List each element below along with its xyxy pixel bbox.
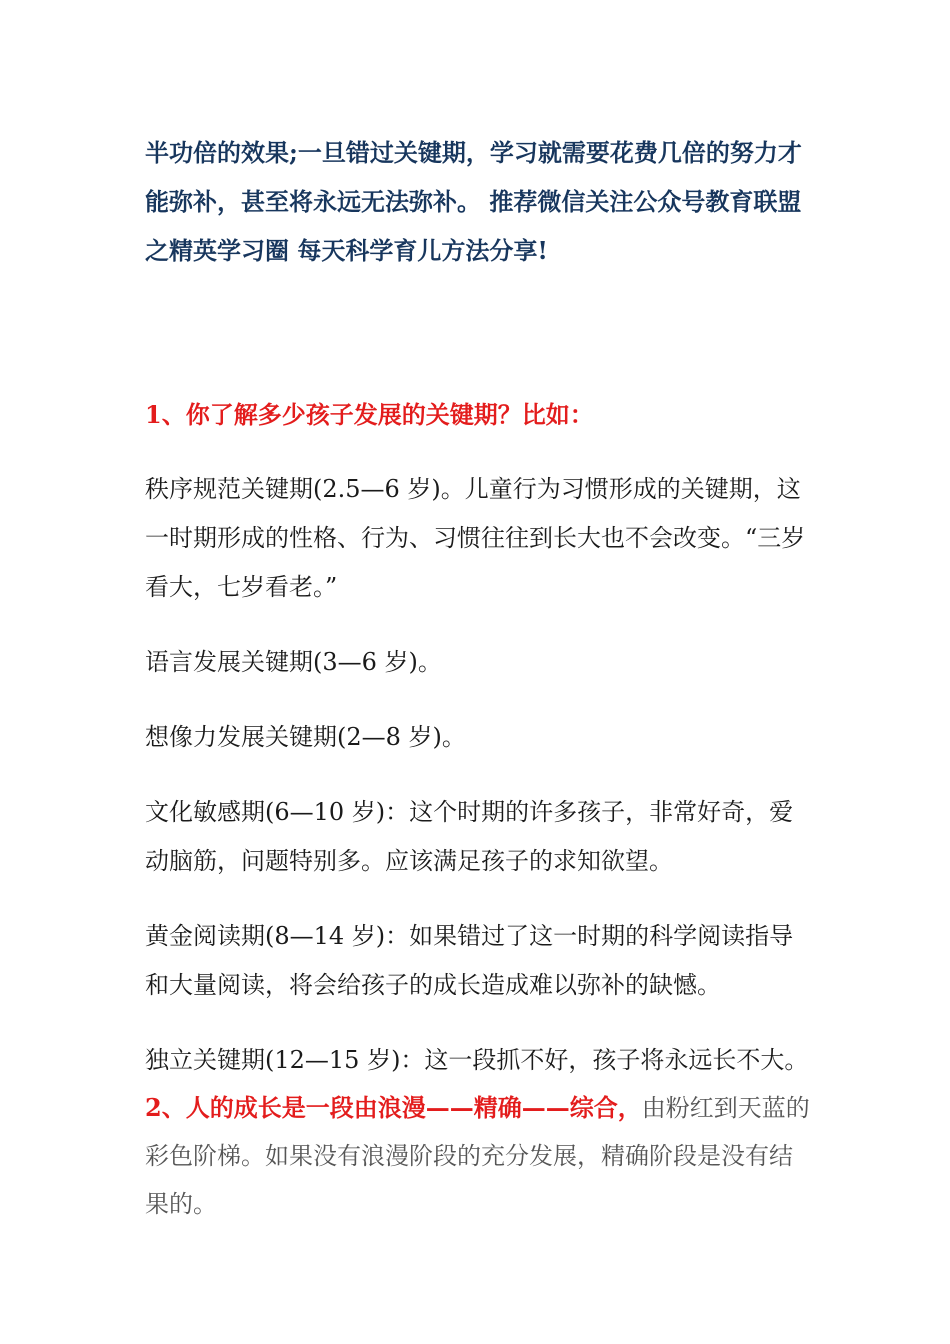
spacer — [145, 439, 810, 465]
document-page — [145, 128, 810, 1228]
section-2-heading: 2、人的成长是一段由浪漫——精确——综合， — [145, 1093, 642, 1122]
section-2-paragraph — [145, 1084, 810, 1228]
section-2-body: 由粉红到天蓝的彩色阶梯。如果没有浪漫阶段的充分发展，精确阶段是没有结果的。 — [145, 1094, 810, 1218]
list-item-culture-period: 文化敏感期(6—10 岁)：这个时期的许多孩子，非常好奇，爱动脑筋，问题特别多。应该满足孩子的求知欲望。 — [145, 798, 794, 875]
intro-paragraph: 半功倍的效果;一旦错过关键期，学习就需要花费几倍的努力才能弥补，甚至将永远无法弥补。 推荐微信关注公众号教育联盟之精英学习圈 每天科学育儿方法分享! — [145, 138, 802, 265]
spacer — [145, 687, 810, 713]
list-item-order-period: 秩序规范关键期(2.5—6 岁)。儿童行为习惯形成的关键期，这一时期形成的性格、行为、习惯往往到长大也不会改变。“三岁看大，七岁看老。” — [145, 475, 806, 601]
section-1-heading: 1、你了解多少孩子发展的关键期？比如： — [145, 400, 594, 429]
spacer — [145, 275, 810, 390]
spacer — [145, 612, 810, 638]
list-item-imagination-period: 想像力发展关键期(2—8 岁)。 — [145, 723, 466, 751]
spacer — [145, 1010, 810, 1036]
list-item-language-period: 语言发展关键期(3—6 岁)。 — [145, 648, 442, 676]
spacer — [145, 886, 810, 912]
list-item-independence-period: 独立关键期(12—15 岁)：这一段抓不好，孩子将永远长不大。 — [145, 1046, 809, 1074]
list-item-reading-period: 黄金阅读期(8—14 岁)：如果错过了这一时期的科学阅读指导和大量阅读，将会给孩子的成长造成难以弥补的缺憾。 — [145, 922, 794, 999]
spacer — [145, 762, 810, 788]
